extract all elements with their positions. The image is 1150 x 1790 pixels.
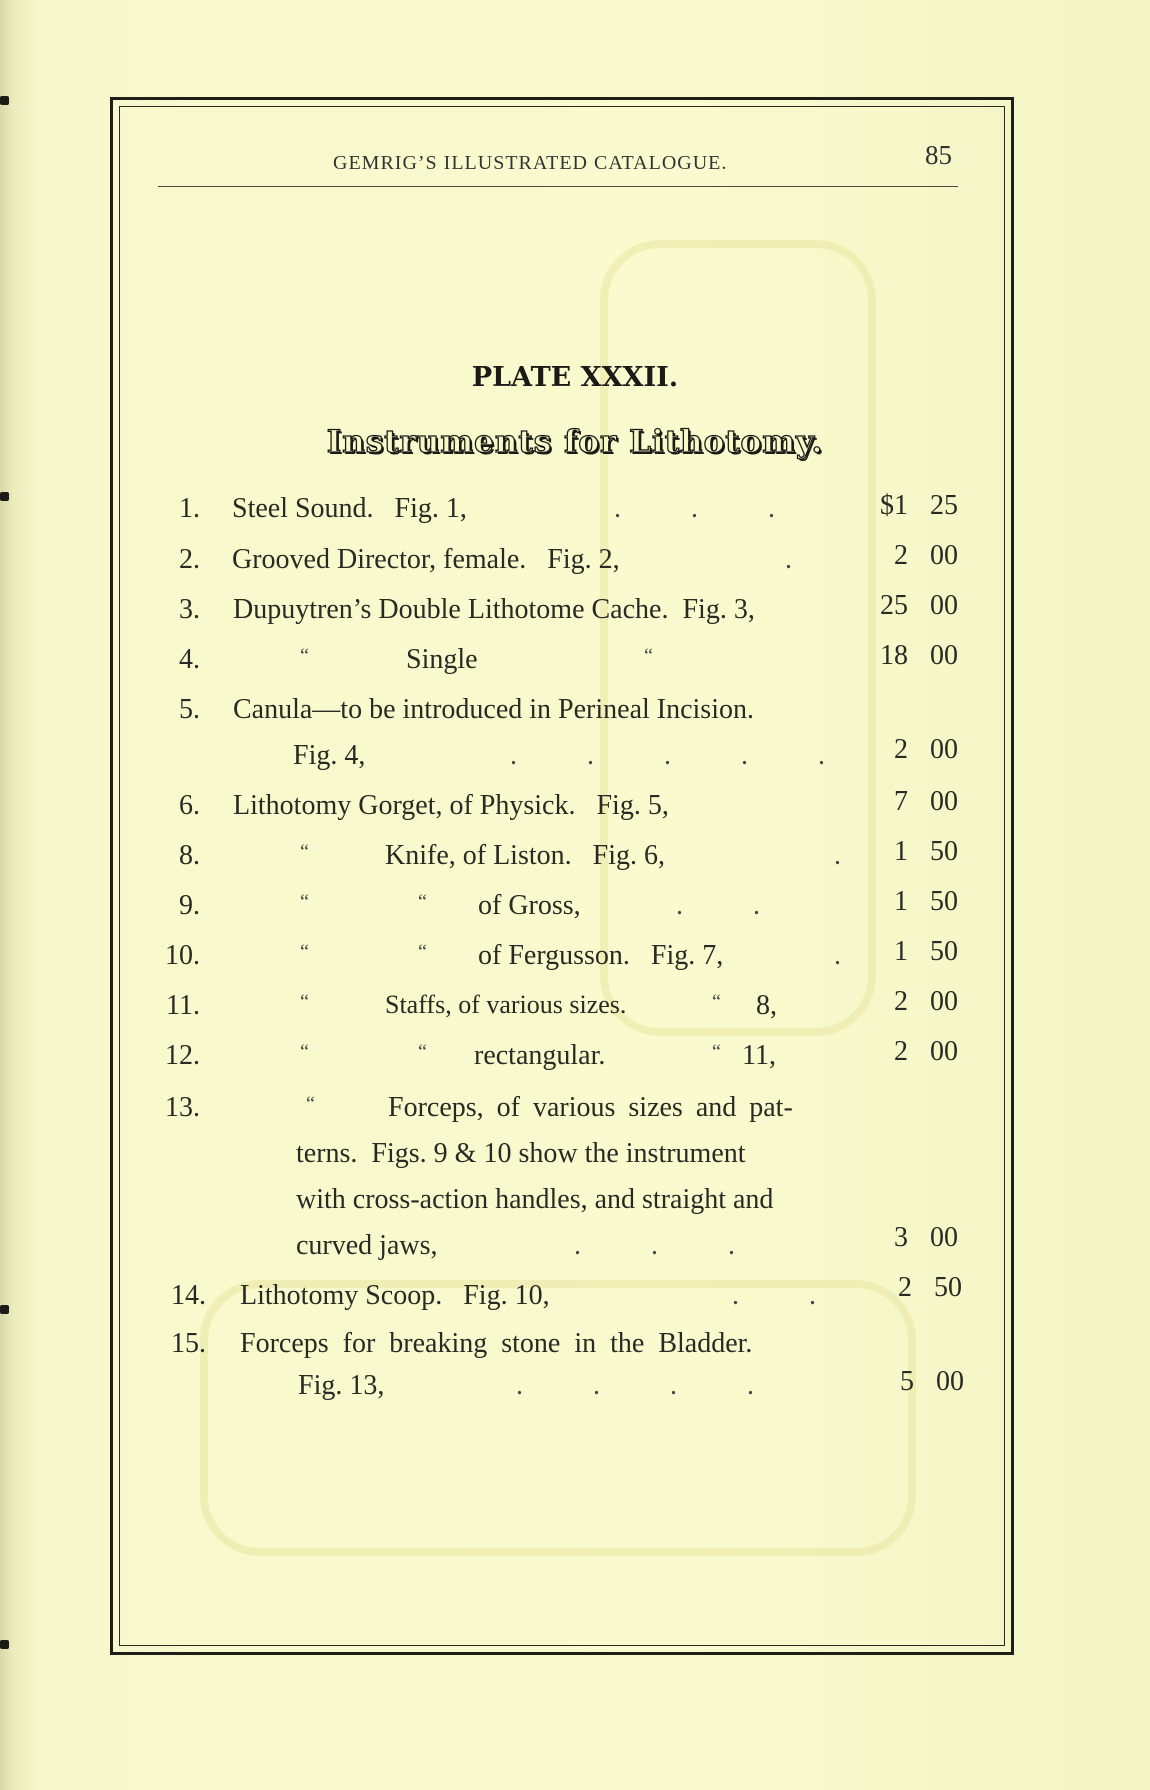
- item-price-dollars: 2: [894, 734, 908, 765]
- item-description: Knife, of Liston. Fig. 6,: [385, 840, 665, 871]
- item-number: 9.: [179, 890, 200, 921]
- ditto-mark: “: [712, 1041, 721, 1063]
- ditto-mark: “: [712, 991, 721, 1013]
- leader-dots: .: [834, 840, 841, 871]
- item-description: Grooved Director, female. Fig. 2,: [232, 544, 620, 575]
- ditto-mark: “: [300, 991, 309, 1013]
- item-description: Single: [406, 644, 478, 675]
- item-number: 5.: [179, 694, 200, 725]
- item-number: 8.: [179, 840, 200, 871]
- item-number: 11.: [166, 990, 200, 1021]
- item-figure: 8,: [756, 990, 777, 1021]
- ditto-mark: “: [418, 891, 427, 913]
- ditto-mark: “: [306, 1093, 315, 1115]
- leader-dots: . .: [732, 1280, 816, 1311]
- item-number: 1.: [179, 493, 200, 524]
- item-number: 2.: [179, 544, 200, 575]
- item-description-continued: Fig. 4,: [293, 740, 366, 771]
- item-number: 10.: [165, 940, 200, 971]
- item-price-cents: 50: [930, 836, 958, 867]
- page-border-inner: [119, 106, 1005, 1646]
- item-price-dollars: 3: [894, 1222, 908, 1253]
- item-description-continued: curved jaws,: [296, 1230, 438, 1261]
- item-price-cents: 00: [930, 734, 958, 765]
- running-header: [158, 140, 958, 187]
- ditto-mark: “: [418, 1041, 427, 1063]
- item-price-dollars: 2: [894, 540, 908, 571]
- item-number: 4.: [179, 644, 200, 675]
- item-price-dollars: 1: [894, 936, 908, 967]
- item-description: Forceps for breaking stone in the Bladder.: [240, 1328, 753, 1359]
- binding-mark: [0, 1305, 9, 1314]
- ditto-mark: “: [644, 645, 653, 667]
- leader-dots: . .: [676, 890, 760, 921]
- item-number: 6.: [179, 790, 200, 821]
- item-description: Canula—to be introduced in Perineal Incision.: [233, 694, 754, 725]
- item-price-dollars: 18: [880, 640, 908, 671]
- item-price-cents: 25: [930, 490, 958, 521]
- binding-mark: [0, 96, 9, 105]
- item-price-cents: 00: [930, 540, 958, 571]
- item-description: Lithotomy Scoop. Fig. 10,: [240, 1280, 550, 1311]
- item-price-cents: 50: [934, 1272, 962, 1303]
- item-number: 13.: [165, 1092, 200, 1123]
- item-price-dollars: $1: [880, 490, 908, 521]
- leader-dots: . . .: [574, 1230, 735, 1261]
- item-price-cents: 50: [930, 886, 958, 917]
- item-number: 14.: [171, 1280, 206, 1311]
- item-price-cents: 00: [930, 1222, 958, 1253]
- item-description-continued: with cross-action handles, and straight and: [296, 1184, 774, 1215]
- item-price-cents: 00: [930, 1036, 958, 1067]
- item-number: 15.: [171, 1328, 206, 1359]
- item-description-continued: Fig. 13,: [298, 1370, 385, 1401]
- item-price-cents: 00: [930, 590, 958, 621]
- leader-dots: .: [785, 544, 792, 575]
- item-number: 3.: [179, 594, 200, 625]
- item-price-cents: 50: [930, 936, 958, 967]
- page-number: 85: [925, 140, 952, 170]
- item-number: 12.: [165, 1040, 200, 1071]
- item-description: Lithotomy Gorget, of Physick. Fig. 5,: [233, 790, 669, 821]
- ditto-mark: “: [418, 941, 427, 963]
- item-price-cents: 00: [930, 640, 958, 671]
- ditto-mark: “: [300, 841, 309, 863]
- ditto-mark: “: [300, 1041, 309, 1063]
- item-description: Dupuytren’s Double Lithotome Cache. Fig. 3,: [233, 594, 755, 625]
- ditto-mark: “: [300, 891, 309, 913]
- ditto-mark: “: [300, 645, 309, 667]
- ditto-mark: “: [300, 941, 309, 963]
- item-price-dollars: 1: [894, 886, 908, 917]
- leader-dots: .: [834, 940, 841, 971]
- leader-dots: . . . . .: [510, 740, 825, 771]
- item-description: of Gross,: [478, 890, 581, 921]
- leader-dots: . . . .: [516, 1370, 754, 1401]
- item-description: Forceps, of various sizes and pat-: [388, 1092, 793, 1123]
- item-price-cents: 00: [930, 986, 958, 1017]
- item-price-cents: 00: [930, 786, 958, 817]
- leader-dots: . . .: [614, 493, 775, 524]
- item-price-dollars: 1: [894, 836, 908, 867]
- item-price-dollars: 5: [900, 1366, 914, 1397]
- item-description: rectangular.: [474, 1040, 606, 1071]
- item-description: of Fergusson. Fig. 7,: [478, 940, 724, 971]
- item-price-dollars: 7: [894, 786, 908, 817]
- item-figure: 11,: [742, 1040, 776, 1071]
- section-title: Instruments for Lithotomy.: [326, 424, 824, 460]
- item-price-dollars: 2: [898, 1272, 912, 1303]
- binding-mark: [0, 1640, 9, 1649]
- item-description: Steel Sound. Fig. 1,: [232, 493, 467, 524]
- plate-title: PLATE XXXII.: [471, 362, 679, 393]
- item-price-cents: 00: [936, 1366, 964, 1397]
- item-price-dollars: 2: [894, 986, 908, 1017]
- item-description-continued: terns. Figs. 9 & 10 show the instrument: [296, 1138, 746, 1169]
- item-description: Staffs, of various sizes.: [385, 990, 627, 1019]
- binding-mark: [0, 492, 9, 501]
- item-price-dollars: 25: [880, 590, 908, 621]
- running-title: GEMRIG’S ILLUSTRATED CATALOGUE.: [333, 152, 728, 174]
- item-price-dollars: 2: [894, 1036, 908, 1067]
